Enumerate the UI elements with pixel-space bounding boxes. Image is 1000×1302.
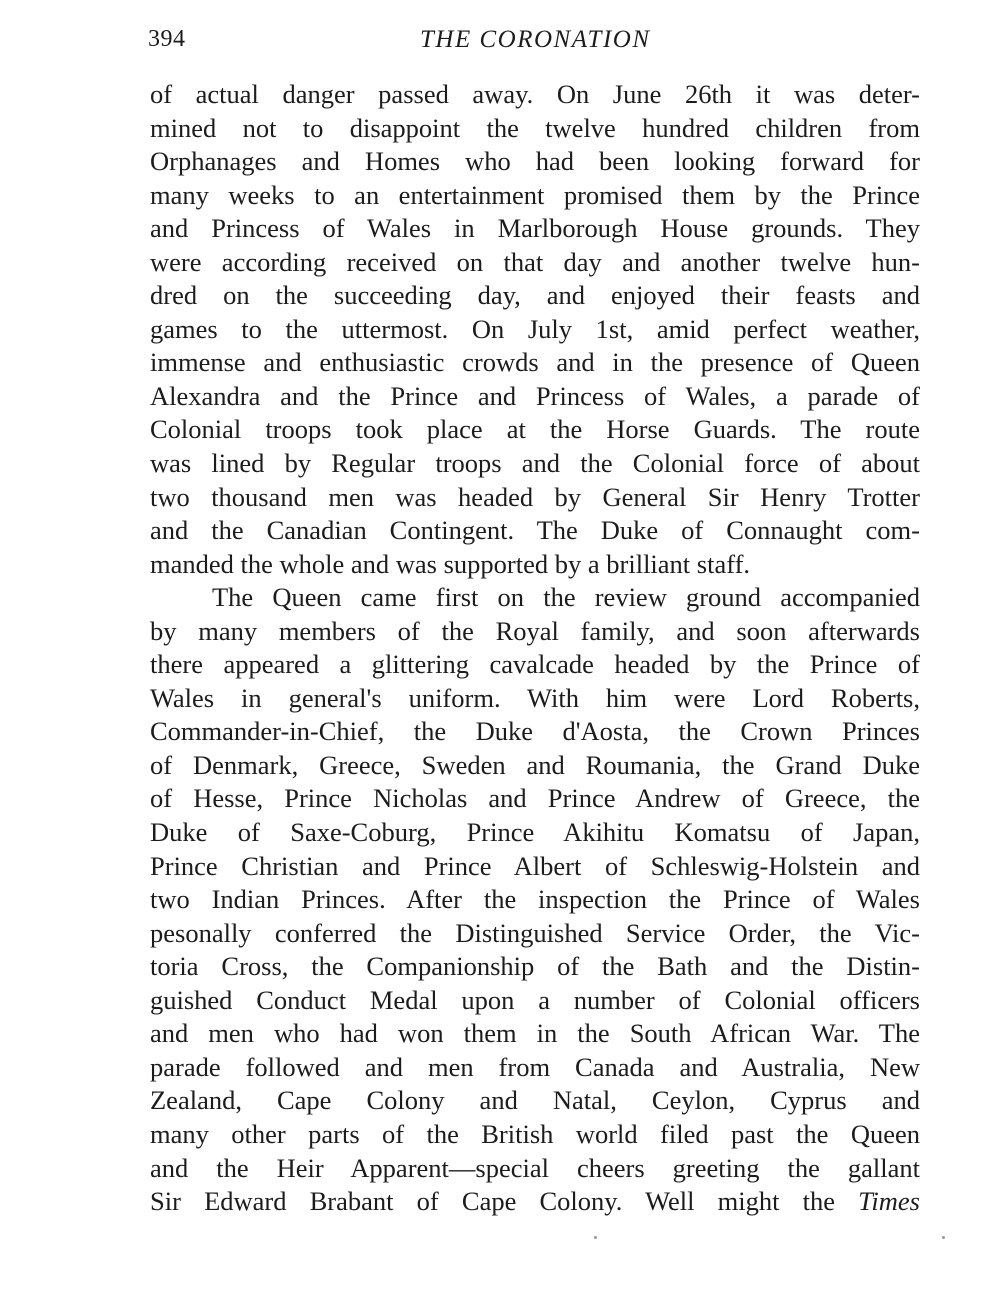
final-text-line [150, 1185, 920, 1219]
text-line: and the Heir Apparent—special cheers greeting the gallant [150, 1152, 920, 1183]
text-line: there appeared a glittering cavalcade headed by the Prince of [150, 649, 920, 680]
text-line: of actual danger passed away. On June 26th it was deter- [150, 79, 920, 109]
text-line: by many members of the Royal family, and soon afterwards [150, 615, 920, 646]
text-line: and men who had won them in the South African War. The [150, 1018, 920, 1049]
text-line: and the Canadian Contingent. The Duke of Connaught com- [150, 515, 920, 546]
text-line: many other parts of the British world filed past the Queen [150, 1118, 920, 1149]
body-text [150, 78, 920, 1219]
text-line: Alexandra and the Prince and Princess of Wales, a parade of [150, 380, 920, 411]
text-line: dred on the succeeding day, and enjoyed their feasts and [150, 280, 920, 311]
text-line: guished Conduct Medal upon a number of Colonial officers [150, 984, 920, 1015]
final-line-text: Sir Edward Brabant of Cape Colony. Well might the [150, 1186, 835, 1217]
text-line: two thousand men was headed by General Sir Henry Trotter [150, 481, 920, 512]
text-line: mined not to disappoint the twelve hundred children from [150, 112, 920, 143]
text-line: Commander-in-Chief, the Duke d'Aosta, the Crown Princes [150, 716, 920, 747]
running-head: THE CORONATION [420, 26, 651, 53]
text-line: games to the uttermost. On July 1st, amid perfect weather, [150, 313, 920, 344]
text-line: of Denmark, Greece, Sweden and Roumania, the Grand Duke [150, 749, 920, 780]
text-line: Wales in general's uniform. With him were Lord Roberts, [150, 682, 920, 713]
text-line: immense and enthusiastic crowds and in the presence of Queen [150, 347, 920, 378]
text-line: The Queen came first on the review ground accompanied [212, 582, 920, 613]
print-speck [594, 1236, 597, 1239]
text-line: many weeks to an entertainment promised them by the Prince [150, 179, 920, 210]
print-speck [942, 1236, 945, 1239]
italic-title-times: Times [858, 1186, 920, 1217]
text-line: pesonally conferred the Distinguished Service Order, the Vic- [150, 917, 920, 948]
page-header [148, 26, 868, 60]
text-line: and Princess of Wales in Marlborough House grounds. They [150, 213, 920, 244]
text-line: manded the whole and was supported by a brilliant staff. [150, 548, 751, 579]
text-line: of Hesse, Prince Nicholas and Prince Andrew of Greece, the [150, 783, 920, 814]
text-line: two Indian Princes. After the inspection the Prince of Wales [150, 884, 920, 915]
text-line: parade followed and men from Canada and Australia, New [150, 1051, 920, 1082]
text-line: Orphanages and Homes who had been looking forward for [150, 146, 920, 177]
text-line: Colonial troops took place at the Horse Guards. The route [150, 414, 920, 445]
text-line: Duke of Saxe-Coburg, Prince Akihitu Komatsu of Japan, [150, 817, 920, 848]
page-number: 394 [148, 26, 186, 52]
text-line: Prince Christian and Prince Albert of Schleswig-Holstein and [150, 850, 920, 881]
text-line: toria Cross, the Companionship of the Bath and the Distin- [150, 951, 920, 982]
text-line: were according received on that day and another twelve hun- [150, 246, 920, 277]
text-line: was lined by Regular troops and the Colonial force of about [150, 448, 920, 479]
text-line: Zealand, Cape Colony and Natal, Ceylon, Cyprus and [150, 1085, 920, 1116]
